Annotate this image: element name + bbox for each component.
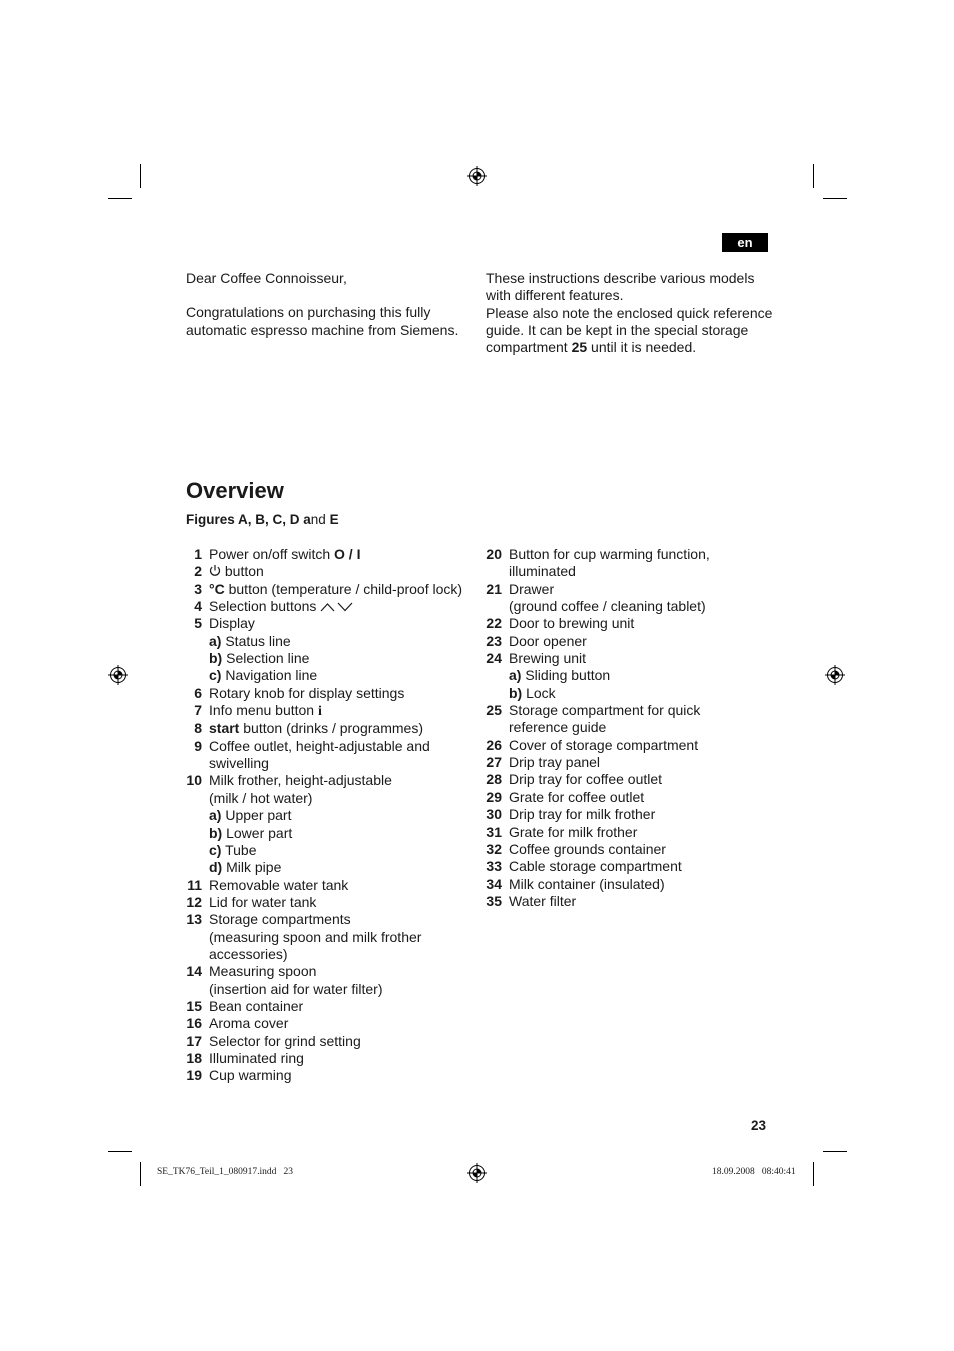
registration-mark-icon bbox=[825, 665, 845, 685]
sub-item: b) Lock bbox=[509, 684, 556, 701]
registration-mark-icon bbox=[467, 166, 487, 186]
list-item: 16 Aroma cover bbox=[186, 1015, 289, 1032]
sub-item: a) Sliding button bbox=[509, 667, 611, 684]
list-item: 13 Storage compartments bbox=[186, 911, 351, 928]
info-icon: i bbox=[317, 704, 322, 720]
list-item: 17 Selector for grind setting bbox=[186, 1032, 361, 1049]
list-item: 32 Coffee grounds container bbox=[486, 840, 666, 857]
crop-mark bbox=[823, 198, 847, 199]
crop-mark bbox=[108, 198, 132, 199]
list-item-continuation: reference guide bbox=[509, 719, 607, 736]
list-item-continuation: (milk / hot water) bbox=[209, 789, 313, 806]
power-icon bbox=[209, 564, 221, 577]
list-item: 5 Display bbox=[194, 615, 255, 632]
list-item: 19 Cup warming bbox=[186, 1067, 292, 1084]
quick-reference-note: Please also note the enclosed quick reference guide. It can be kept in the special storage compartment 25 until it is needed. bbox=[486, 304, 773, 356]
list-item: 23 Door opener bbox=[486, 632, 587, 649]
sub-item: b) Selection line bbox=[209, 650, 310, 667]
list-item: 4 Selection buttons bbox=[186, 598, 462, 615]
overview-title: Overview bbox=[186, 478, 284, 503]
list-item-continuation: (measuring spoon and milk frother bbox=[209, 928, 422, 945]
list-item: 12 Lid for water tank bbox=[186, 893, 317, 910]
slug-filename: SE_TK76_Teil_1_080917.indd 23 bbox=[157, 1167, 294, 1177]
registration-mark-icon bbox=[467, 1163, 487, 1183]
list-item: 6 Rotary knob for display settings bbox=[194, 684, 405, 701]
list-item: 20 Button for cup warming function, bbox=[486, 546, 710, 562]
intro-left bbox=[186, 270, 476, 339]
crop-mark bbox=[813, 164, 814, 188]
list-item-continuation: accessories) bbox=[209, 945, 288, 962]
crop-mark bbox=[140, 164, 141, 188]
crop-mark bbox=[823, 1151, 847, 1152]
sub-item: b) Lower part bbox=[209, 824, 293, 841]
list-item: 9 Coffee outlet, height-adjustable and bbox=[194, 737, 430, 754]
parts-list-right bbox=[486, 546, 710, 910]
registration-mark-icon bbox=[108, 665, 128, 685]
crop-mark bbox=[140, 1162, 141, 1186]
list-item: 34 Milk container (insulated) bbox=[486, 875, 665, 892]
list-item: 25 Storage compartment for quick bbox=[486, 702, 701, 719]
list-item: 14 Measuring spoon bbox=[186, 963, 317, 980]
list-item-continuation: illuminated bbox=[509, 563, 576, 580]
crop-mark bbox=[108, 1151, 132, 1152]
list-item: 33 Cable storage compartment bbox=[486, 858, 682, 875]
crop-mark bbox=[813, 1162, 814, 1186]
intro-right bbox=[486, 270, 776, 356]
language-badge: en bbox=[722, 233, 768, 252]
list-item: 10 Milk frother, height-adjustable bbox=[186, 772, 392, 789]
list-item: 8 start button (drinks / programmes) bbox=[194, 720, 423, 737]
figures-subtitle: Figures A, B, C, D and E bbox=[186, 512, 339, 527]
chevron-down-icon bbox=[337, 602, 353, 612]
list-item-continuation: swivelling bbox=[209, 755, 269, 772]
list-item-continuation: (insertion aid for water filter) bbox=[209, 980, 383, 997]
sub-item: d) Milk pipe bbox=[209, 859, 282, 876]
list-item: 22 Door to brewing unit bbox=[486, 615, 635, 632]
list-item: 35 Water filter bbox=[486, 892, 577, 909]
chevron-up-icon bbox=[320, 602, 335, 612]
list-item: 26 Cover of storage compartment bbox=[486, 736, 699, 753]
congratulations-text: Congratulations on purchasing this fully automatic espresso machine from Siemens. bbox=[186, 304, 459, 338]
list-item-continuation: (ground coffee / cleaning tablet) bbox=[509, 598, 706, 615]
list-item: 28 Drip tray for coffee outlet bbox=[486, 771, 663, 788]
list-item: 29 Grate for coffee outlet bbox=[486, 788, 645, 805]
list-item: 31 Grate for milk frother bbox=[486, 823, 638, 840]
list-item: 18 Illuminated ring bbox=[186, 1049, 304, 1066]
greeting: Dear Coffee Connoisseur, bbox=[186, 270, 347, 286]
sub-item: c) Tube bbox=[209, 841, 257, 858]
list-item: 21 Drawer bbox=[486, 580, 555, 597]
list-item: 15 Bean container bbox=[186, 997, 304, 1014]
list-item: 1 Power on/off switch O / I bbox=[194, 546, 361, 562]
list-item: 30 Drip tray for milk frother bbox=[486, 806, 656, 823]
slug-timestamp: 18.09.2008 08:40:41 bbox=[712, 1167, 796, 1177]
list-item: 11 Removable water tank bbox=[187, 876, 349, 893]
sub-item: a) Status line bbox=[209, 632, 291, 649]
models-note: These instructions describe various models with different features. bbox=[486, 270, 755, 304]
sub-item: a) Upper part bbox=[209, 807, 292, 824]
list-item: 2 button bbox=[194, 563, 264, 580]
page-number: 23 bbox=[751, 1118, 767, 1133]
sub-item: c) Navigation line bbox=[209, 667, 318, 684]
list-item: 3 °C button (temperature / child-proof lock) bbox=[194, 580, 463, 597]
list-item: 27 Drip tray panel bbox=[486, 754, 601, 771]
list-item: 24 Brewing unit bbox=[486, 650, 587, 667]
list-item: 7 Info menu button i bbox=[194, 702, 322, 720]
parts-list-left bbox=[186, 546, 462, 1085]
